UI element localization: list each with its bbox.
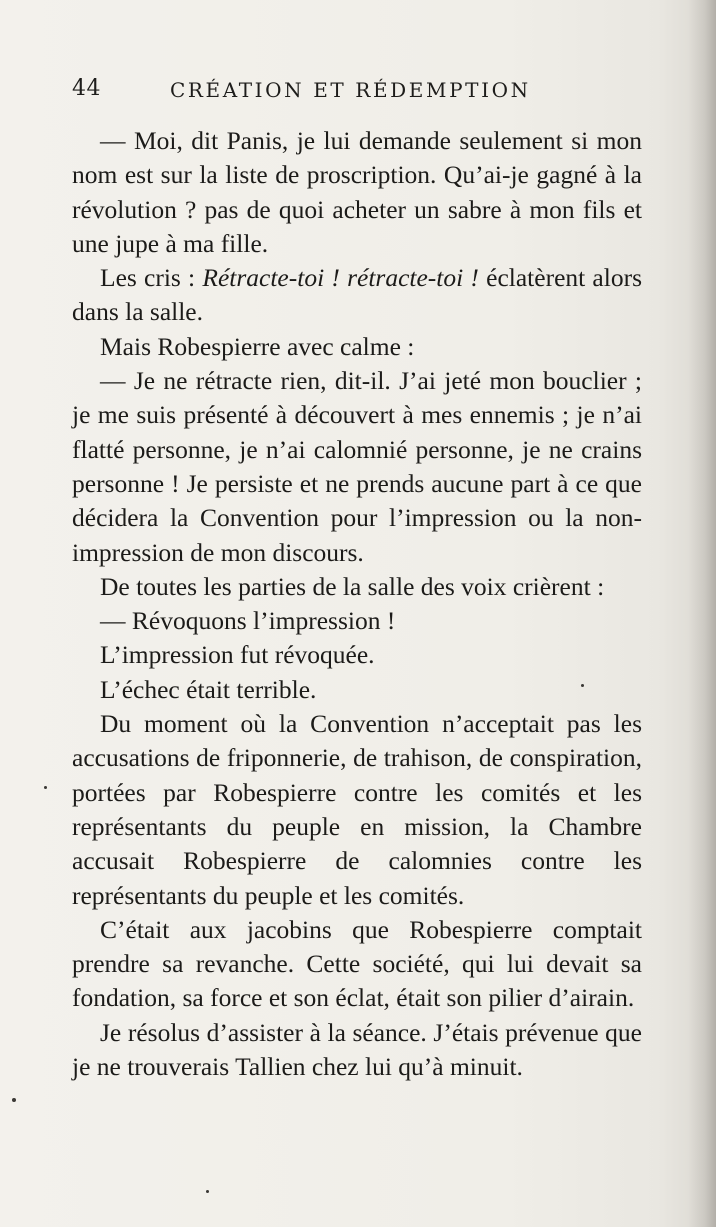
paper-speck: [44, 786, 47, 789]
paragraph-panis: — Moi, dit Panis, je lui demande seulement si mon nom est sur la liste de proscription. Qu’ai-je gagné à la révolution ? pas de quoi acheter un sabre à mon fils et une jupe à ma fille.: [72, 126, 642, 258]
paragraph-robespierre-speech: — Je ne rétracte rien, dit-il. J’ai jeté mon bouclier ; je me suis présenté à découvert à mes ennemis ; je n’ai flatté personne, je n’ai calomnié personne, je ne crains personne ! Je persiste et ne prends aucune part à ce que décidera la Convention pour l’impression ou la non-impression de mon discours.: [72, 366, 642, 567]
paragraph-cries: [72, 261, 642, 330]
paper-speck: [206, 1190, 209, 1193]
paragraph-robespierre-calm: Mais Robespierre avec calme :: [100, 331, 415, 361]
cries-tail: éclatèrent alors dans la salle.: [72, 263, 643, 327]
paragraph-failure: L’échec était terrible.: [100, 674, 317, 704]
paragraph-voices: De toutes les parties de la salle des voix crièrent :: [100, 571, 605, 601]
page-header: [72, 76, 632, 108]
cries-italic: Rétracte-toi ! rétracte-toi !: [202, 263, 479, 293]
paragraph-convention: Du moment où la Convention n’acceptait pas les accusations de friponnerie, de trahison, de conspiration, portées par Robespierre contre les comités et les représentants du peuple en mission, la Chambre accusait Robespierre de calomnies contre les représentants du peuple et les comités.: [72, 709, 642, 910]
cries-lead: Les cris :: [100, 263, 203, 293]
body-text: [72, 124, 642, 1084]
paper-speck: [581, 684, 584, 687]
page-gutter-shadow: [688, 0, 716, 1227]
paragraph-revoke-cry: — Révoquons l’impression !: [100, 606, 396, 636]
page-number: 44: [72, 76, 101, 101]
paragraph-revoked: L’impression fut révoquée.: [100, 640, 375, 670]
running-title: CRÉATION ET RÉDEMPTION: [170, 78, 531, 102]
paragraph-jacobins: C’était aux jacobins que Robespierre comptait prendre sa revanche. Cette société, qui lui devait sa fondation, sa force et son éclat, était son pilier d’airain.: [72, 914, 642, 1013]
paper-speck: [12, 1098, 16, 1102]
paragraph-resolve: Je résolus d’assister à la séance. J’étais prévenue que je ne trouverais Tallien chez lui qu’à minuit.: [72, 1017, 642, 1082]
